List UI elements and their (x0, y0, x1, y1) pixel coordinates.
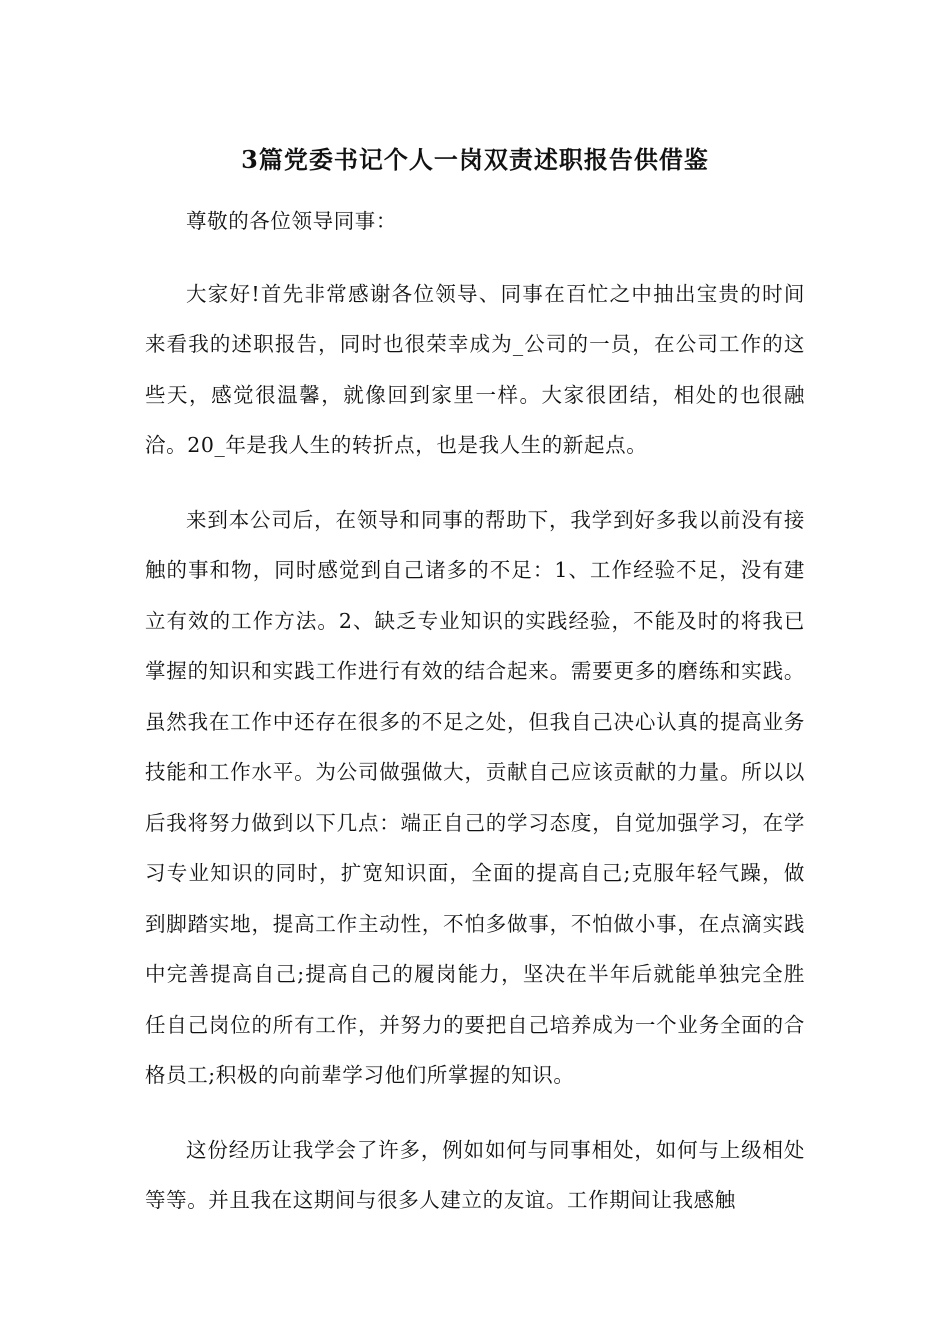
body-paragraph: 大家好!首先非常感谢各位领导、同事在百忙之中抽出宝贵的时间来看我的述职报告，同时也很荣幸成为_公司的一员，在公司工作的这些天，感觉很温馨，就像回到家里一样。大家很团结，相处的也很融洽。20_年是我人生的转折点，也是我人生的新起点。 (145, 281, 805, 457)
body-paragraph: 这份经历让我学会了许多，例如如何与同事相处，如何与上级相处等等。并且我在这期间与很多人建立的友谊。工作期间让我感触 (145, 1137, 805, 1212)
greeting-paragraph: 尊敬的各位领导同事： (186, 209, 397, 233)
document-title: 3篇党委书记个人一岗双责述职报告供借鉴 (241, 145, 709, 174)
body-paragraph: 来到本公司后，在领导和同事的帮助下，我学到好多我以前没有接触的事和物，同时感觉到自己诸多的不足：1、工作经验不足，没有建立有效的工作方法。2、缺乏专业知识的实践经验，不能及时的将我已掌握的知识和实践工作进行有效的结合起来。需要更多的磨练和实践。虽然我在工作中还存在很多的不足之处，但我自己决心认真的提高业务技能和工作水平。为公司做强做大，贡献自己应该贡献的力量。所以以后我将努力做到以下几点：端正自己的学习态度，自觉加强学习，在学习专业知识的同时，扩宽知识面，全面的提高自己;克服年轻气躁，做到脚踏实地，提高工作主动性，不怕多做事，不怕做小事，在点滴实践中完善提高自己;提高自己的履岗能力，坚决在半年后就能单独完全胜任自己岗位的所有工作，并努力的要把自己培养成为一个业务全面的合格员工;积极的向前辈学习他们所掌握的知识。 (145, 507, 805, 1087)
document-body (145, 196, 805, 1250)
